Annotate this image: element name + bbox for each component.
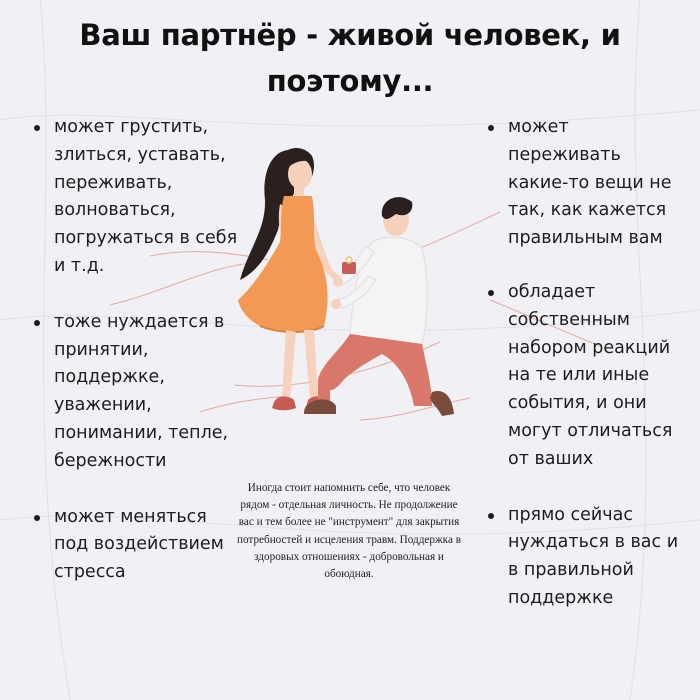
list-item: обладает собственным набором реакций на те или иные события, и они могут отличаться от ваших <box>486 279 683 474</box>
list-item: тоже нуждается в принятии, поддержке, уважении, понимании, тепле, бережности <box>32 309 244 476</box>
man-shoe <box>430 391 454 416</box>
note-text: Иногда стоит напомнить себе, что человек рядом - отдельная личность. Не продолжение вас и тем более не "инструмент" для закрытия потребностей и исцеления травм. Поддержка в здоровых отношениях - добровольная и обоюдная. <box>236 482 461 581</box>
man-pants <box>318 334 432 406</box>
list-item: может меняться под воздействием стресса <box>32 504 244 587</box>
list-item: может переживать какие-то вещи не так, как кажется правильным вам <box>486 114 673 253</box>
page-title: Ваш партнёр - живой человек, и поэтому... <box>79 18 621 98</box>
woman-shoe <box>272 397 296 411</box>
list-item: может грустить, злиться, уставать, переживать, волноваться, погружаться в себя и т.д. <box>32 114 244 281</box>
ring-box <box>342 262 356 274</box>
right-points-list <box>486 114 686 613</box>
list-item: прямо сейчас нуждаться в вас и в правильной поддержке <box>486 502 683 613</box>
proposal-couple-illustration <box>200 130 500 430</box>
